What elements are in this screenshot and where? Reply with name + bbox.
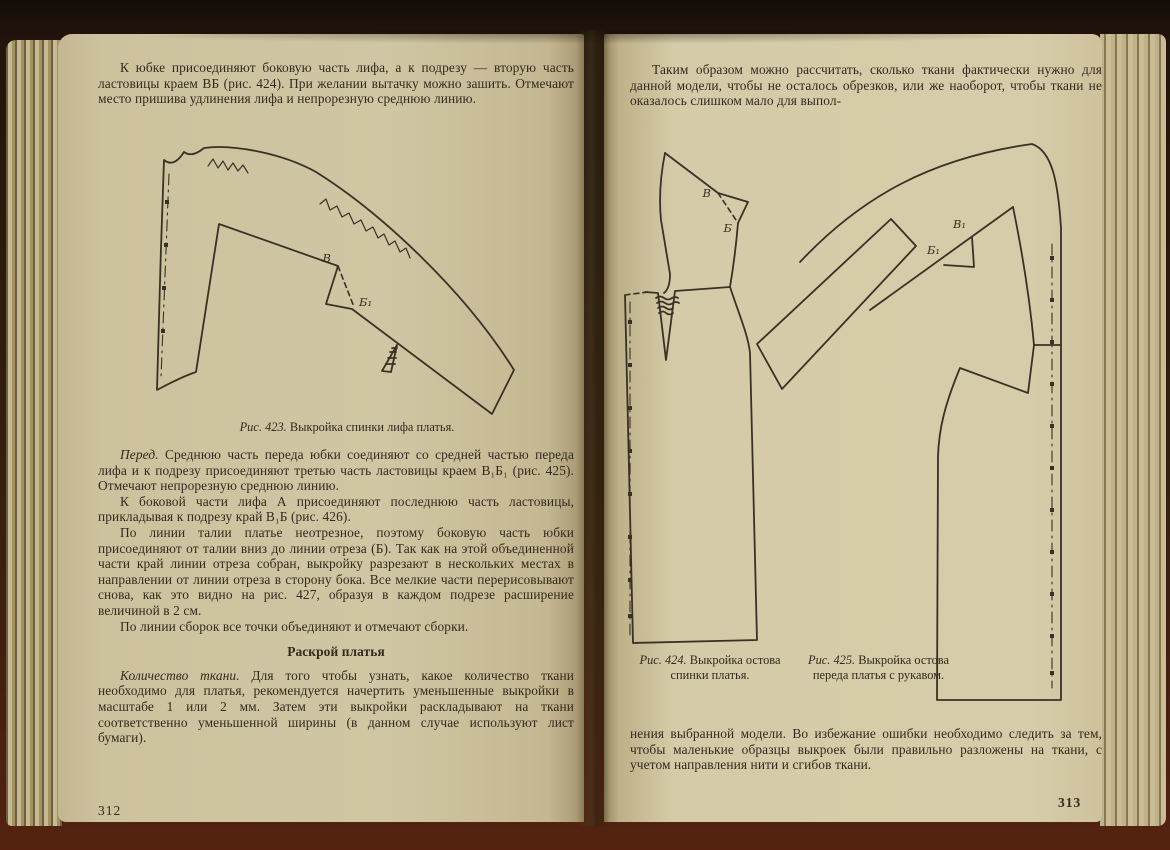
fold-tick [628,406,632,410]
fold-tick [164,243,168,247]
bodice-right-outline [625,153,757,643]
paragraph-text: Для того чтобы узнать, какое количество ткани необходимо для платья, рекомендуется начертить уменьшенные выкройки в масштабе 1 или 2 мм. Затем эти выкройки раскладывают на ткани соответственно уменьшенной ширины (в данном случае используют лист бумаги). [98,667,574,746]
figure-425-drawing [752,136,1104,714]
fold-tick [628,535,632,539]
fold-tick [1050,508,1054,512]
fold-tick [1050,634,1054,638]
paragraph: нения выбранной модели. Во избежание ошибки необходимо следить за тем, чтобы маленькие образцы выкроек были правильно разложены на ткани, с учетом направления нити и сгибов ткани. [630,726,1102,773]
fold-tick [628,578,632,582]
fold-tick [162,286,166,290]
armhole-curve [1013,207,1034,345]
fold-tick [1050,550,1054,554]
notch-dashed-line [338,266,354,307]
label-b1: Б₁ [926,243,940,257]
paragraph: Таким образом можно рассчитать, сколько ткани фактически нужно для данной модели, чтобы не осталось обрезков, или же наоборот, чтобы ткани не оказалось слишком мало для выпол- [630,62,1102,109]
page-number-right: 313 [1058,795,1082,810]
paragraph [98,668,574,746]
left-paragraph-1 [98,60,574,107]
fold-tick [628,492,632,496]
bodice-left-outline [660,153,670,293]
fold-tick [1050,592,1054,596]
label-v: В [322,251,331,265]
figure-424-caption [631,653,789,683]
pattern-outline [157,147,514,414]
fold-tick [1050,671,1054,675]
caption-lead: Рис. 423. [239,420,287,434]
right-paragraph-2 [630,726,1102,773]
fold-tick [1050,298,1054,302]
left-text-block [98,447,574,746]
left-page-edges [6,40,62,826]
caption-text: Выкройка остова переда платья с рукавом. [812,653,949,682]
right-paragraph-1 [630,62,1102,109]
fold-tick [628,363,632,367]
label-b1: Б₁ [359,295,373,309]
fold-tick [161,329,165,333]
notch-lines [944,237,974,267]
fold-tick [1050,382,1054,386]
figure-423-caption [112,420,582,435]
fold-tick [165,200,169,204]
label-b: Б [723,221,732,235]
fold-tick [628,614,632,618]
paragraph [98,447,574,494]
fold-tick [628,320,632,324]
fold-tick [1050,340,1054,344]
paragraph-lead: Количество ткани. [120,667,240,683]
paragraph: По линии сборок все точки объединяют и отмечают сборки. [120,618,469,634]
paragraph: К юбке присоединяют боковую часть лифа, а к подрезу — вторую часть ластовицы краем ВБ (рис. 424). При желании вытачку можно зашить. Отмечают место пришива удлинения лифа и непрорезную среднюю линию. [98,60,574,107]
label-v: В [702,186,711,200]
front-outline [800,144,1061,700]
label-v1: В₁ [952,217,966,231]
section-heading: Раскрой платья [287,644,385,660]
fold-tick [628,449,632,453]
top-edge-shadow [58,30,1110,44]
gather-zigzag-neck [208,159,248,173]
figure-425-caption [806,653,951,683]
fold-tick [1050,424,1054,428]
paragraph: По линии талии платье неотрезное, поэтому боковую часть юбки присоединяют от талии вниз до линии отреза (Б). Так как на этой объединенной части край линии отреза собран, выкройку разрезают в нескольких местах в направлении от линии отреза в сторону бока. Все мелкие части перерисовывают снова, как это видно на рис. 427, образуя в каждом подрезе расширение величиной в 2 см. [98,524,574,618]
shoulder-seam [870,207,1013,310]
caption-lead: Рис. 424. [639,653,687,667]
caption-lead: Рис. 425. [808,653,856,667]
caption-text: Выкройка остова спинки платья. [670,653,781,682]
caption-text: Выкройка спинки лифа платья. [289,420,455,434]
sleeve-band-piece [757,219,916,389]
right-page-edges [1100,34,1166,826]
paragraph-lead: Перед. [120,447,159,462]
page-number-left: 312 [98,803,122,818]
fold-tick [1050,466,1054,470]
paragraph-text: Среднюю часть переда юбки соединяют со средней частью переда лифа и к подрезу присоединяют третью часть ластовицы краем В₁Б₁ (рис. 425). Отмечают непрорезную среднюю линию. [98,447,574,494]
figure-423-drawing [112,140,582,422]
paragraph: К боковой части лифа А присоединяют последнюю часть ластовицы, прикладывая к подрезу край В₁Б (рис. 426). [98,493,574,525]
fold-tick [1050,256,1054,260]
